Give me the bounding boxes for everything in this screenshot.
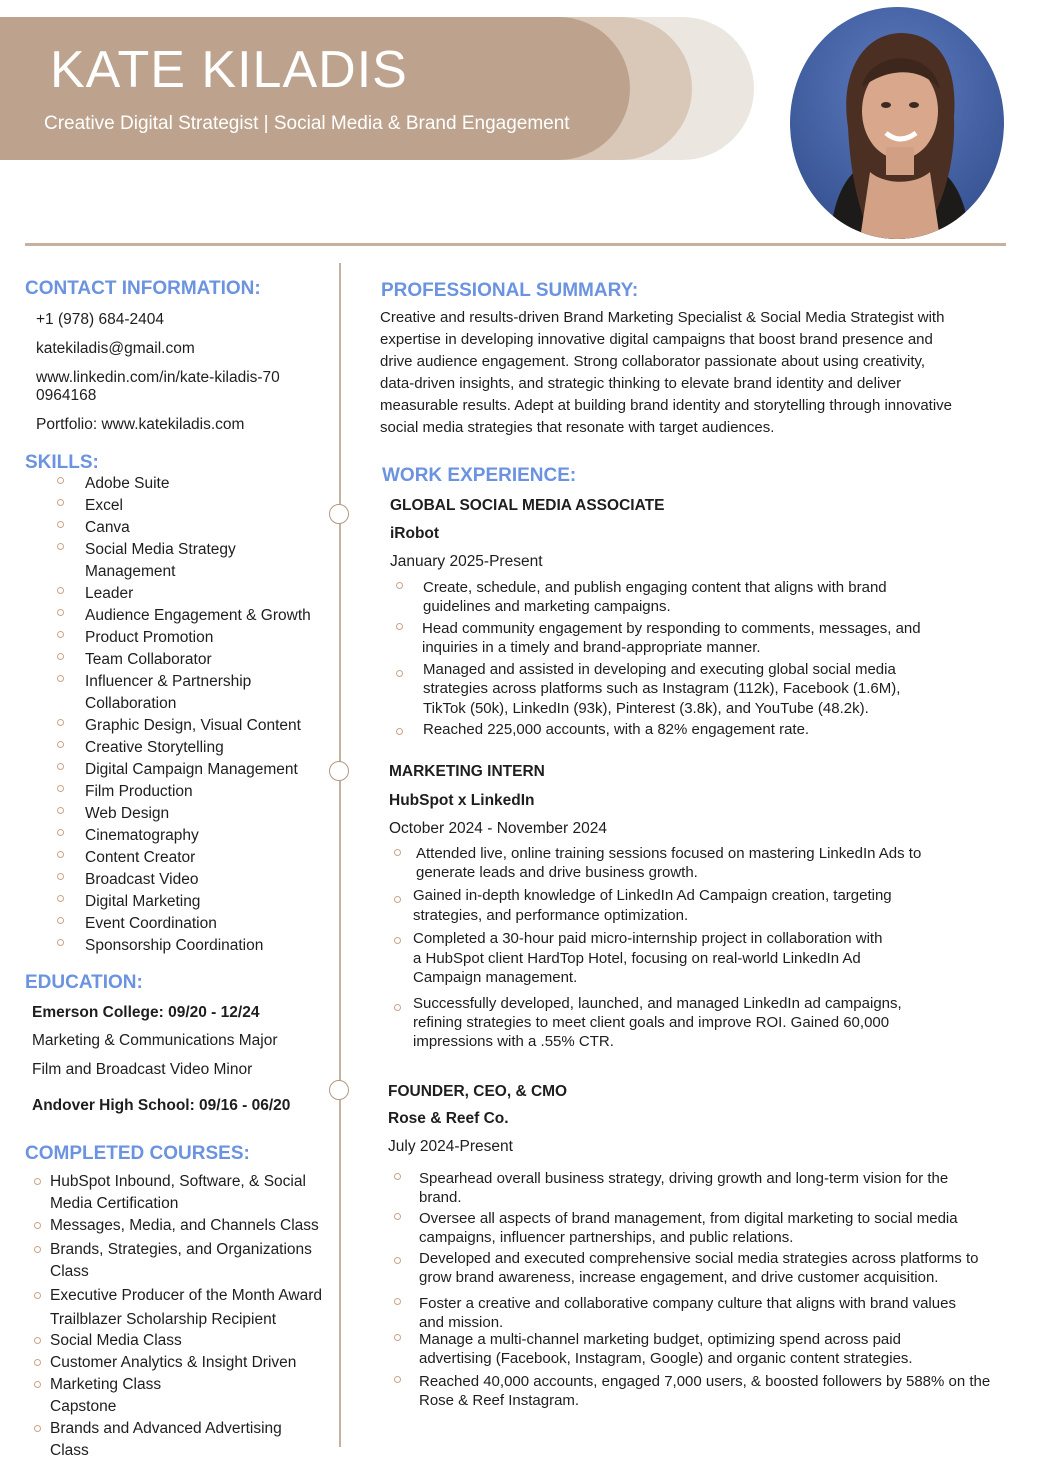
bullet-icon <box>34 1337 41 1344</box>
summary-heading: PROFESSIONAL SUMMARY: <box>381 280 639 301</box>
bullet-icon <box>57 763 64 770</box>
bullet-icon <box>57 807 64 814</box>
bullet-icon <box>34 1178 41 1185</box>
job-bullet-cont: advertising (Facebook, Instagram, Google) and organic content strategies. <box>419 1350 913 1367</box>
bullet-icon <box>394 1213 401 1220</box>
bullet-icon <box>394 1298 401 1305</box>
skill-item: Digital Campaign Management <box>85 761 298 778</box>
bullet-icon <box>34 1359 41 1366</box>
job-dates: October 2024 - November 2024 <box>389 820 607 837</box>
job-bullet-cont: TikTok (50k), LinkedIn (93k), Pinterest (3.8k), and YouTube (48.2k). <box>423 700 869 717</box>
bullet-icon <box>396 582 403 589</box>
bullet-icon <box>57 785 64 792</box>
skills-heading: SKILLS: <box>25 452 99 473</box>
portrait-illustration <box>790 7 1004 239</box>
timeline-node <box>329 504 349 524</box>
job-bullet: Reached 40,000 accounts, engaged 7,000 users, & boosted followers by 588% on the <box>419 1373 991 1390</box>
course-item-cont: Class <box>50 1442 89 1459</box>
bullet-icon <box>57 631 64 638</box>
job-bullet-cont: brand. <box>419 1189 462 1206</box>
skill-item: Sponsorship Coordination <box>85 937 264 954</box>
bullet-icon <box>57 917 64 924</box>
bullet-icon <box>394 896 401 903</box>
course-item: HubSpot Inbound, Software, & Social <box>50 1173 306 1190</box>
bullet-icon <box>34 1292 41 1299</box>
bullet-icon <box>57 895 64 902</box>
job-bullet: Manage a multi-channel marketing budget, optimizing spend across paid <box>419 1331 901 1348</box>
bullet-icon <box>57 829 64 836</box>
job-bullet-cont: impressions with a .55% CTR. <box>413 1033 614 1050</box>
portfolio: Portfolio: www.katekiladis.com <box>36 416 245 433</box>
job-bullet: Gained in-depth knowledge of LinkedIn Ad Campaign creation, targeting <box>413 887 892 904</box>
job-bullet-cont: refining strategies to meet client goals and improve ROI. Gained 60,000 <box>413 1014 890 1031</box>
bullet-icon <box>57 499 64 506</box>
course-item: Brands and Advanced Advertising <box>50 1420 282 1437</box>
skill-item: Team Collaborator <box>85 651 212 668</box>
skill-item: Influencer & Partnership <box>85 673 252 690</box>
contact-heading: CONTACT INFORMATION: <box>25 278 261 299</box>
bullet-icon <box>34 1425 41 1432</box>
skill-item: Graphic Design, Visual Content <box>85 717 301 734</box>
bullet-icon <box>57 587 64 594</box>
skill-item: Broadcast Video <box>85 871 199 888</box>
bullet-icon <box>394 1173 401 1180</box>
skill-item-cont: Collaboration <box>85 695 177 712</box>
skill-item: Audience Engagement & Growth <box>85 607 311 624</box>
course-item: Executive Producer of the Month Award <box>50 1287 322 1304</box>
courses-heading: COMPLETED COURSES: <box>25 1143 250 1164</box>
bullet-icon <box>57 653 64 660</box>
skill-item: Event Coordination <box>85 915 217 932</box>
bullet-icon <box>57 939 64 946</box>
header-divider <box>25 243 1006 246</box>
bullet-icon <box>57 873 64 880</box>
bullet-icon <box>57 851 64 858</box>
job-bullet-cont: and mission. <box>419 1314 504 1331</box>
major: Marketing & Communications Major <box>32 1032 278 1049</box>
bullet-icon <box>57 741 64 748</box>
skill-item: Content Creator <box>85 849 196 866</box>
skill-item: Film Production <box>85 783 193 800</box>
job-bullet-cont: grow brand awareness, increase engagement, and drive customer acquisition. <box>419 1269 939 1286</box>
bullet-icon <box>394 1334 401 1341</box>
skill-item: Digital Marketing <box>85 893 201 910</box>
linkedin-url-cont: 0964168 <box>36 387 97 404</box>
candidate-headline: Creative Digital Strategist | Social Media & Brand Engagement <box>44 113 570 134</box>
job-bullet: Head community engagement by responding to comments, messages, and <box>422 620 921 637</box>
skill-item: Adobe Suite <box>85 475 170 492</box>
job-title: GLOBAL SOCIAL MEDIA ASSOCIATE <box>390 497 665 514</box>
bullet-icon <box>394 849 401 856</box>
bullet-icon <box>57 609 64 616</box>
bullet-icon <box>57 543 64 550</box>
summary-text: Creative and results-driven Brand Marketing Specialist & Social Media Strategist with expertise in developing innovative digital campaigns that boost brand presence and drive audience engagement. Strong collaborator passionate about using creativity, data-driven insights, and strategic thinking to elevate brand identity and deliver measurable results. Adept at building brand identity and storytelling through innovative social media strategies that resonate with target audiences. <box>380 309 953 436</box>
skill-item: Cinematography <box>85 827 199 844</box>
college: Emerson College: 09/20 - 12/24 <box>32 1004 260 1021</box>
course-item-cont: Media Certification <box>50 1195 179 1212</box>
job-bullet-cont: strategies, and performance optimization. <box>413 907 689 924</box>
skill-item: Product Promotion <box>85 629 214 646</box>
course-item-cont: Trailblazer Scholarship Recipient <box>50 1311 276 1328</box>
skill-item-cont: Management <box>85 563 176 580</box>
profile-photo <box>790 7 1004 239</box>
job-dates: January 2025-Present <box>390 553 543 570</box>
course-item: Social Media Class <box>50 1332 182 1349</box>
job-bullet: Create, schedule, and publish engaging content that aligns with brand <box>423 579 887 596</box>
bullet-icon <box>394 1376 401 1383</box>
skill-item: Excel <box>85 497 123 514</box>
job-bullet: Spearhead overall business strategy, driving growth and long-term vision for the <box>419 1170 949 1187</box>
skill-item: Leader <box>85 585 134 602</box>
job-bullet: Attended live, online training sessions focused on mastering LinkedIn Ads to <box>416 845 922 862</box>
job-bullet-cont: campaigns, influencer partnerships, and public relations. <box>419 1229 794 1246</box>
job-bullet: Developed and executed comprehensive social media strategies across platforms to <box>419 1250 979 1267</box>
linkedin-url: www.linkedin.com/in/kate-kiladis-70 <box>36 369 280 386</box>
skill-item: Canva <box>85 519 130 536</box>
course-item: Messages, Media, and Channels Class <box>50 1217 319 1234</box>
bullet-icon <box>394 1257 401 1264</box>
candidate-name: KATE KILADIS <box>50 41 408 99</box>
job-bullet: Oversee all aspects of brand management, from digital marketing to social media <box>419 1210 958 1227</box>
course-item-cont: Class <box>50 1263 89 1280</box>
course-item: Customer Analytics & Insight Driven <box>50 1354 297 1371</box>
experience-heading: WORK EXPERIENCE: <box>382 465 577 486</box>
bullet-icon <box>34 1381 41 1388</box>
skill-item: Social Media Strategy <box>85 541 236 558</box>
phone: +1 (978) 684-2404 <box>36 311 164 328</box>
job-company: iRobot <box>390 525 440 542</box>
course-item-cont: Capstone <box>50 1398 117 1415</box>
job-bullet-cont: inquiries in a timely and brand-appropriate manner. <box>422 639 761 656</box>
job-bullet: Completed a 30-hour paid micro-internship project in collaboration with <box>413 930 883 947</box>
high-school: Andover High School: 09/16 - 06/20 <box>32 1097 291 1114</box>
timeline-node <box>329 1080 349 1100</box>
bullet-icon <box>396 670 403 677</box>
job-title: FOUNDER, CEO, & CMO <box>388 1083 568 1100</box>
bullet-icon <box>394 937 401 944</box>
timeline-node <box>329 761 349 781</box>
job-bullet: Reached 225,000 accounts, with a 82% engagement rate. <box>423 721 810 738</box>
job-bullet-cont: guidelines and marketing campaigns. <box>423 598 671 615</box>
bullet-icon <box>396 623 403 630</box>
job-bullet-cont: generate leads and drive business growth. <box>416 864 698 881</box>
job-company: HubSpot x LinkedIn <box>389 792 535 809</box>
job-bullet: Successfully developed, launched, and managed LinkedIn ad campaigns, <box>413 995 902 1012</box>
bullet-icon <box>57 477 64 484</box>
course-item: Marketing Class <box>50 1376 162 1393</box>
job-title: MARKETING INTERN <box>389 763 545 780</box>
job-bullet: Foster a creative and collaborative company culture that aligns with brand values <box>419 1295 956 1312</box>
skill-item: Creative Storytelling <box>85 739 224 756</box>
bullet-icon <box>34 1246 41 1253</box>
skill-item: Web Design <box>85 805 170 822</box>
minor: Film and Broadcast Video Minor <box>32 1061 253 1078</box>
email: katekiladis@gmail.com <box>36 340 195 357</box>
timeline-line <box>339 263 341 1447</box>
job-bullet-cont: Rose & Reef Instagram. <box>419 1392 580 1409</box>
job-dates: July 2024-Present <box>388 1138 513 1155</box>
education-heading: EDUCATION: <box>25 972 143 993</box>
job-bullet: Managed and assisted in developing and executing global social media <box>423 661 896 678</box>
job-bullet-cont: a HubSpot client HardTop Hotel, focusing on real-world LinkedIn Ad <box>413 950 861 967</box>
job-bullet-cont: Campaign management. <box>413 969 578 986</box>
job-company: Rose & Reef Co. <box>388 1110 509 1127</box>
course-item: Brands, Strategies, and Organizations <box>50 1241 312 1258</box>
job-bullet-cont: strategies across platforms such as Instagram (112k), Facebook (1.6M), <box>423 680 901 697</box>
bullet-icon <box>57 521 64 528</box>
bullet-icon <box>57 675 64 682</box>
bullet-icon <box>57 719 64 726</box>
bullet-icon <box>396 728 403 735</box>
bullet-icon <box>394 1004 401 1011</box>
bullet-icon <box>34 1222 41 1229</box>
